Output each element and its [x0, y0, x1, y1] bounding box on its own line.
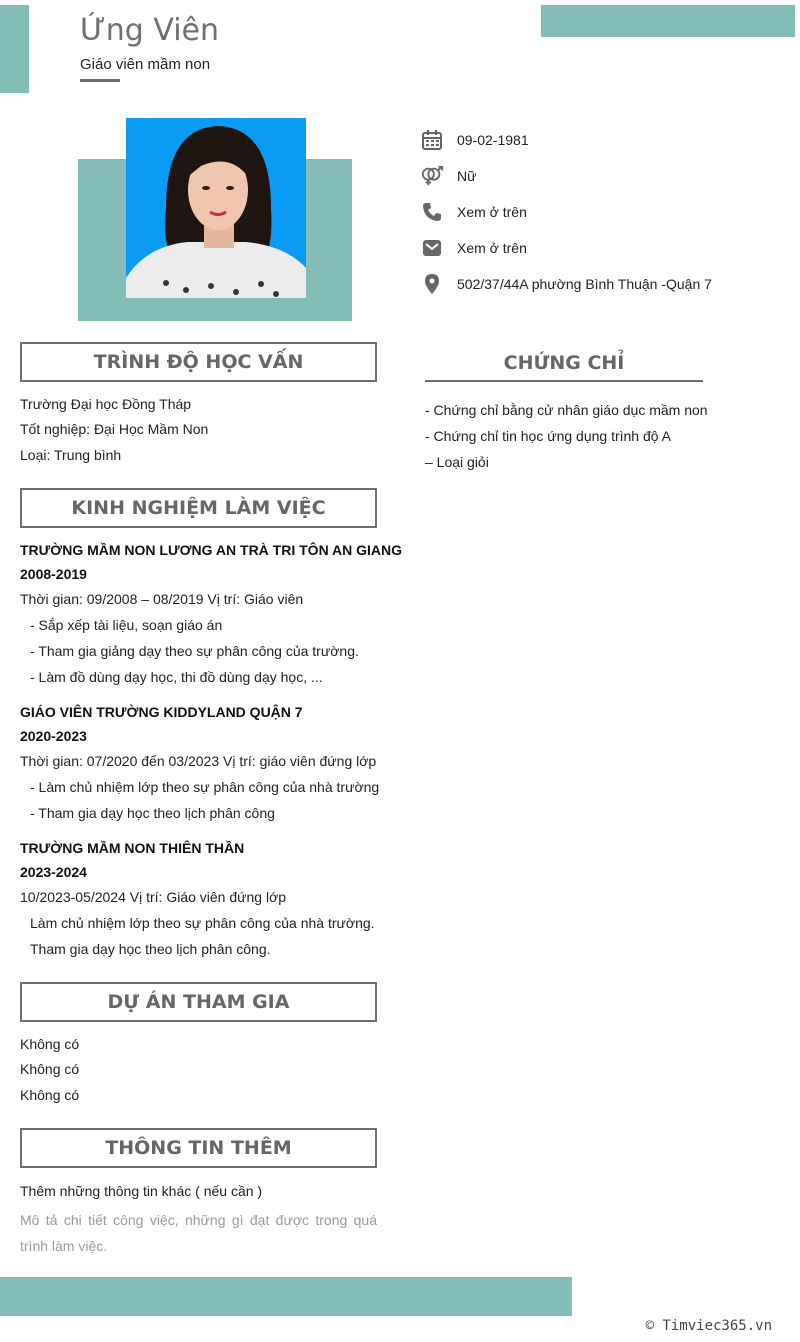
- accent-bar-bottom: [0, 1277, 572, 1316]
- profile-photo: [126, 118, 306, 298]
- projects-heading: [20, 982, 377, 1022]
- extra-info-heading: [20, 1128, 377, 1168]
- address-value: 502/37/44A phường Bình Thuận -Quận 7: [457, 276, 712, 292]
- accent-strip-left: [0, 5, 29, 93]
- birthdate-row: [420, 128, 529, 152]
- job-task: - Làm đồ dùng dạy học, thi đồ dùng dạy học, ...: [30, 669, 323, 685]
- job-task: - Sắp xếp tài liệu, soạn giáo án: [30, 617, 223, 633]
- email-row: [420, 236, 527, 260]
- email-value: Xem ở trên: [457, 240, 527, 256]
- job-company: TRƯỜNG MẦM NON LƯƠNG AN TRÀ TRI TÔN AN GIANG: [20, 542, 403, 558]
- education-heading-text: TRÌNH ĐỘ HỌC VẤN: [93, 351, 304, 373]
- certificates-heading: CHỨNG CHỈ: [503, 352, 625, 374]
- job-task: - Làm chủ nhiệm lớp theo sự phân công của nhà trường: [30, 779, 380, 795]
- education-heading: [20, 342, 377, 382]
- location-pin-icon: [420, 272, 444, 296]
- footer-copyright: © Timviec365.vn: [645, 1318, 772, 1334]
- gender-row: [420, 164, 477, 188]
- job-task: - Tham gia giảng dạy theo sự phân công của trường.: [30, 643, 359, 659]
- job-task: Làm chủ nhiệm lớp theo sự phân công của nhà trường.: [30, 915, 375, 931]
- title-underline: [80, 79, 120, 82]
- address-row: [420, 272, 712, 296]
- phone-icon: [420, 200, 444, 224]
- projects-heading-text: DỰ ÁN THAM GIA: [107, 991, 290, 1013]
- extra-info-heading-text: THÔNG TIN THÊM: [105, 1137, 292, 1159]
- phone-value: Xem ở trên: [457, 204, 527, 220]
- envelope-icon: [420, 236, 444, 260]
- gender-icon: [420, 164, 444, 188]
- certificates-underline: [425, 380, 703, 382]
- job-detail: Thời gian: 09/2008 – 08/2019 Vị trí: Giáo viên: [20, 591, 304, 607]
- certificate-item: - Chứng chỉ bằng cử nhân giáo dục mầm non: [425, 402, 708, 418]
- project-item: Không có: [20, 1087, 80, 1103]
- job-period: 2020-2023: [20, 728, 87, 744]
- education-line: Tốt nghiệp: Đại Học Mầm Non: [20, 421, 209, 437]
- certificate-item: – Loại giỏi: [425, 454, 489, 470]
- job-detail: Thời gian: 07/2020 đến 03/2023 Vị trí: giáo viên đứng lớp: [20, 753, 377, 769]
- job-period: 2023-2024: [20, 864, 87, 880]
- job-title: Giáo viên mầm non: [80, 56, 211, 73]
- experience-heading-text: KINH NGHIỆM LÀM VIỆC: [71, 497, 326, 519]
- job-detail: 10/2023-05/2024 Vị trí: Giáo viên đứng lớp: [20, 889, 287, 905]
- project-item: Không có: [20, 1061, 80, 1077]
- extra-info-line: Thêm những thông tin khác ( nếu cần ): [20, 1183, 263, 1199]
- job-company: GIÁO VIÊN TRƯỜNG KIDDYLAND QUẬN 7: [20, 704, 303, 720]
- experience-heading: [20, 488, 377, 528]
- birthdate-value: 09-02-1981: [457, 132, 529, 148]
- job-task: Tham gia dạy học theo lịch phân công.: [30, 941, 271, 957]
- job-task: - Tham gia dạy học theo lịch phân công: [30, 805, 275, 821]
- extra-info-description: Mô tả chi tiết công việc, những gì đạt được trong quá trình làm việc.: [20, 1212, 377, 1254]
- education-line: Loại: Trung bình: [20, 447, 122, 463]
- gender-value: Nữ: [457, 168, 477, 184]
- candidate-name: Ứng Viên: [80, 13, 219, 48]
- accent-bar-top-right: [541, 5, 795, 37]
- job-company: TRƯỜNG MẦM NON THIÊN THẦN: [20, 840, 245, 856]
- phone-row: [420, 200, 527, 224]
- certificate-item: - Chứng chỉ tin học ứng dụng trình độ A: [425, 428, 672, 444]
- job-period: 2008-2019: [20, 566, 87, 582]
- project-item: Không có: [20, 1036, 80, 1052]
- calendar-icon: [420, 128, 444, 152]
- education-line: Trường Đại học Đồng Tháp: [20, 396, 192, 412]
